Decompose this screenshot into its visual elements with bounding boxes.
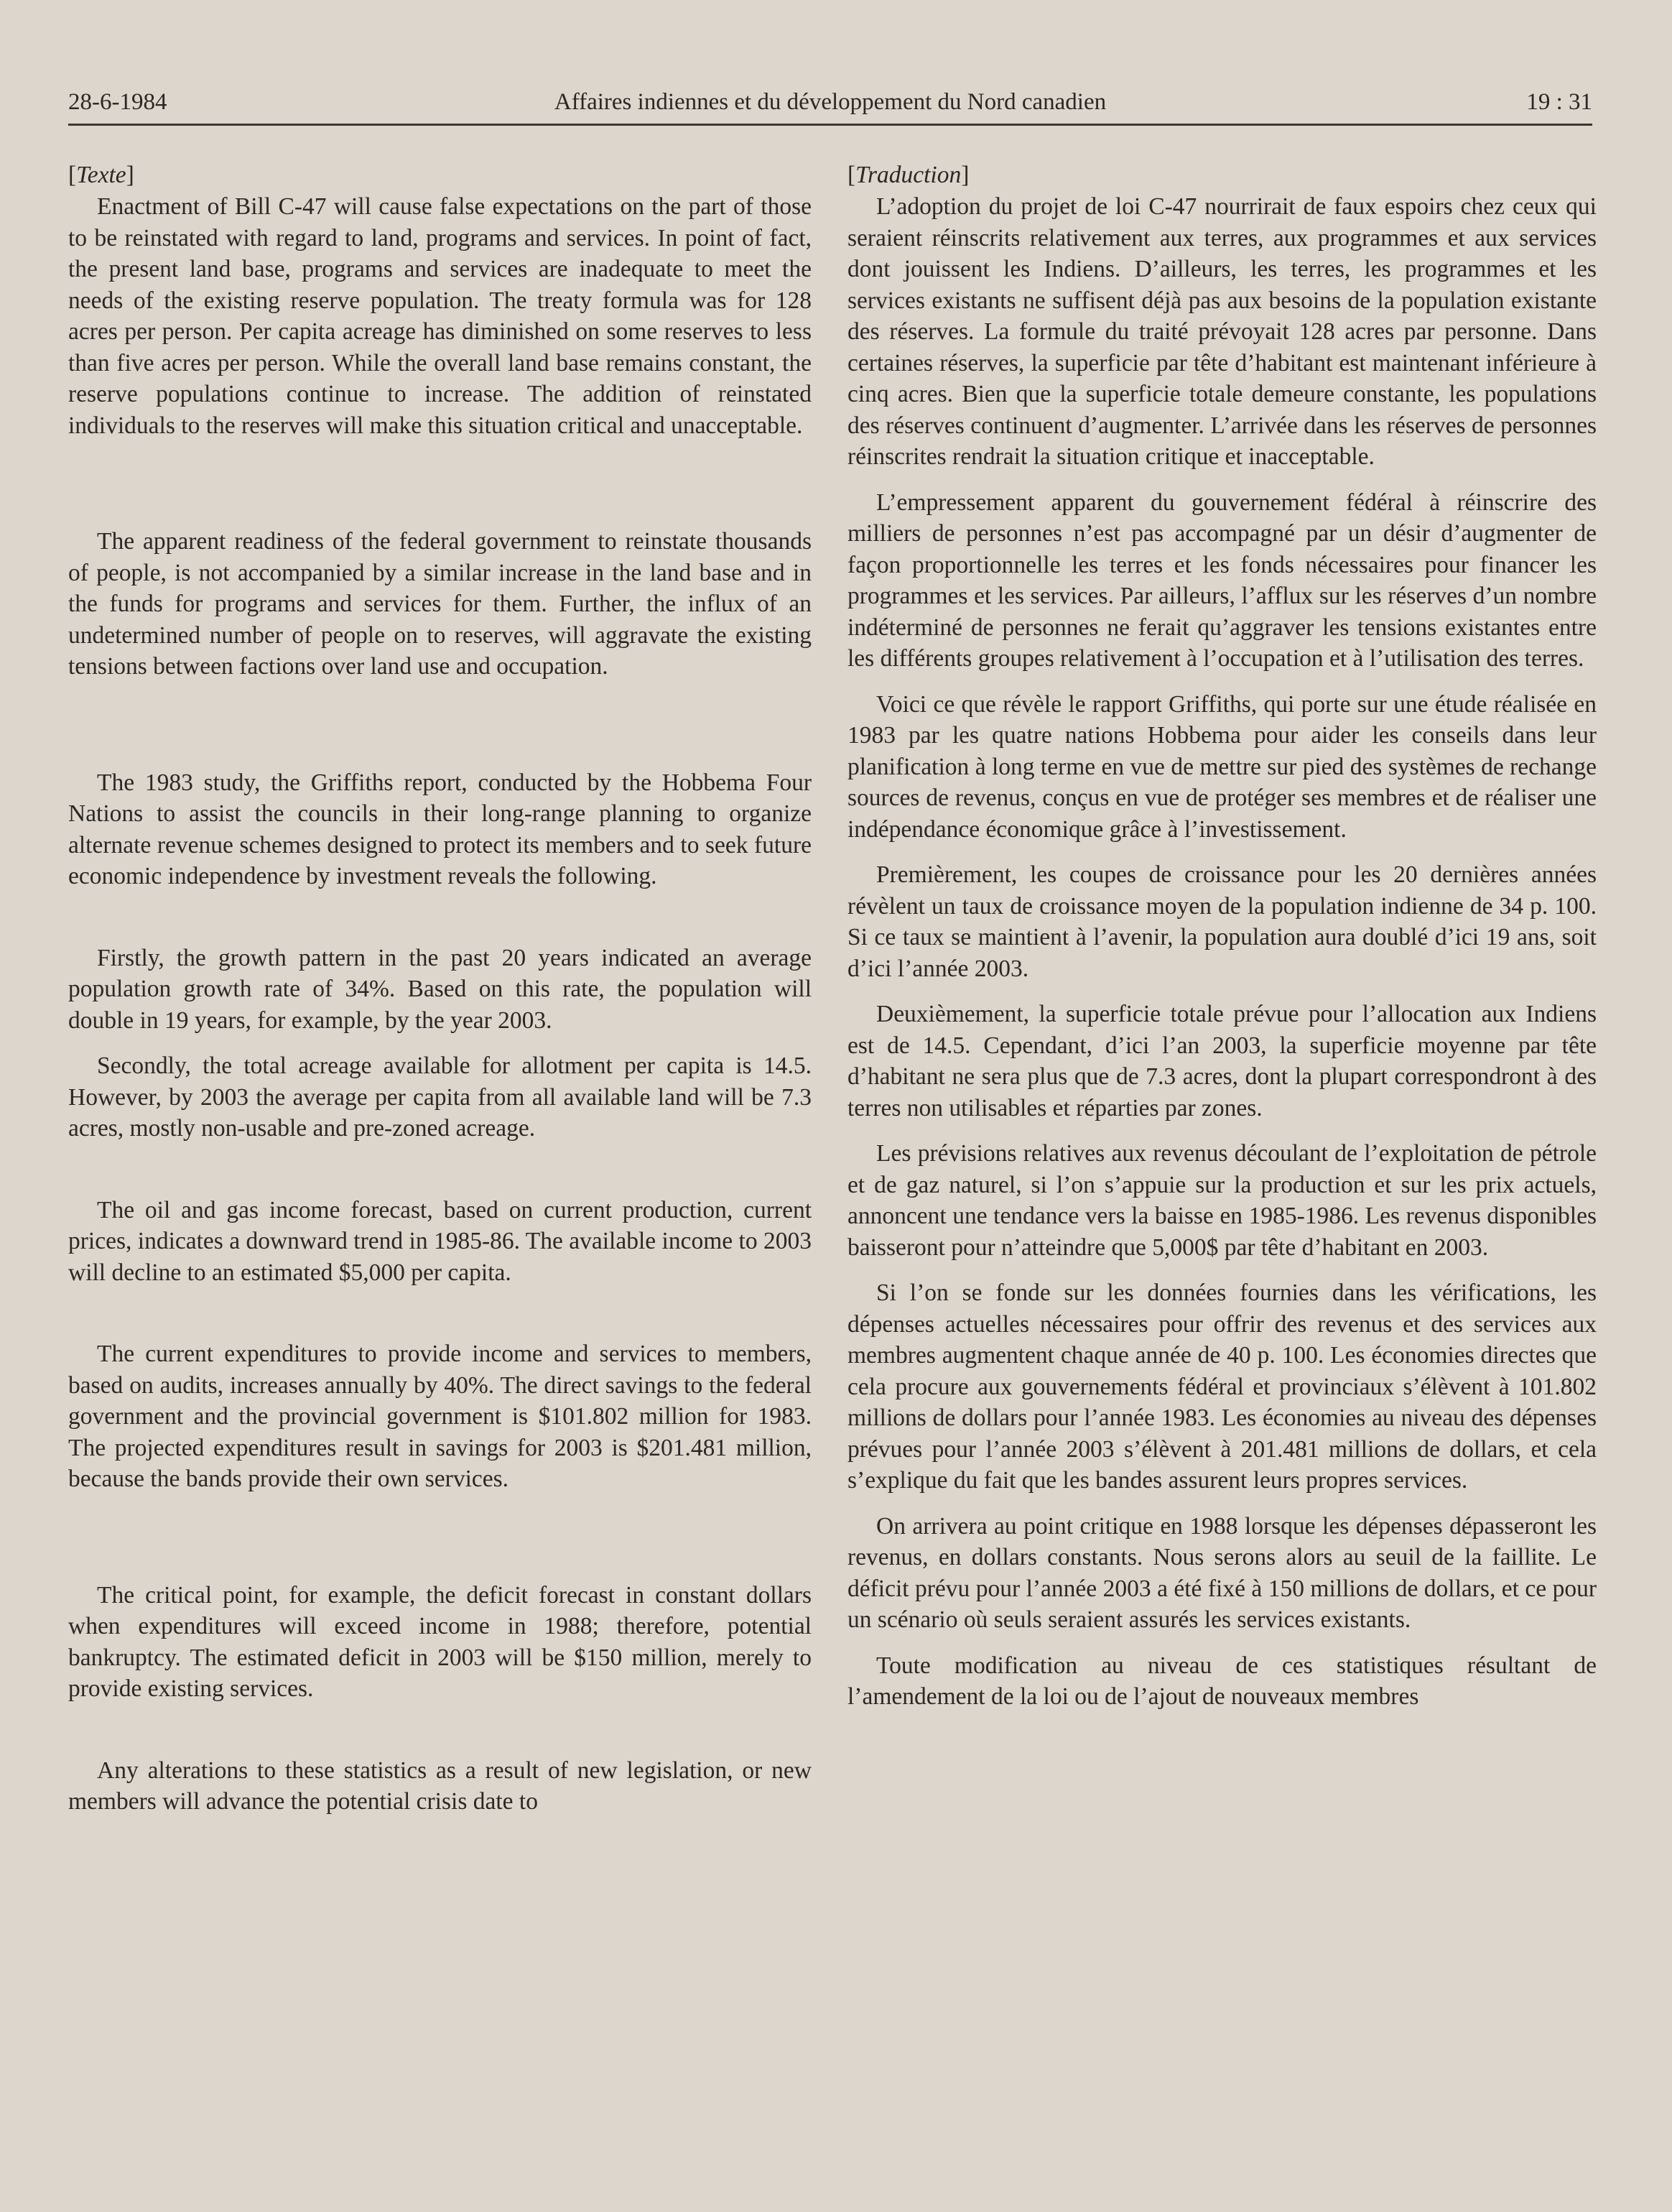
french-paragraph: On arrivera au point critique en 1988 lorsque les dépenses dépasseront les revenus, en dollars constants. Nous serons alors au seuil de la faillite. Le déficit prévu pour l’année 2003 a été fixé à 150 millions de dollars, et ce pour un scénario où seuls seraient assurés les services existants. xyxy=(847,1512,1597,1633)
french-column xyxy=(847,159,1597,1713)
french-paragraph: L’empressement apparent du gouvernement fédéral à réinscrire des milliers de personnes n’est pas accompagné par un désir d’augmenter de façon proportionnelle les terres et les fonds nécessaires pour financer les programmes et les services. Par ailleurs, l’afflux sur les réserves d’un nombre indéterminé de personnes ne ferait qu’aggraver les tensions existantes entre les différents groupes relativement à l’occupation et à l’utilisation des terres. xyxy=(847,489,1597,672)
header-page-number: 19 : 31 xyxy=(1526,89,1592,115)
english-section-label: [Texte] xyxy=(68,162,134,188)
english-paragraph: The oil and gas income forecast, based on current production, current prices, indicates a downward trend in 1985-86. The available income to 2003 will decline to an estimated $5,000 per capita. xyxy=(68,1196,812,1286)
french-paragraph: Voici ce que révèle le rapport Griffiths, qui porte sur une étude réalisée en 1983 par les quatre nations Hobbema pour aider les conseils dans leur planification à long terme en vue de mettre sur pied des systèmes de rechange sources de revenus, conçus en vue de protéger ses membres et de réaliser une indépendance économique grâce à l’investissement. xyxy=(847,690,1597,843)
french-paragraph: Toute modification au niveau de ces statistiques résultant de l’amendement de la loi ou de l’ajout de nouveaux membres xyxy=(847,1652,1597,1710)
header-title: Affaires indiennes et du développement du Nord canadien xyxy=(554,89,1107,115)
english-paragraph: The current expenditures to provide income and services to members, based on audits, increases annually by 40%. The direct savings to the federal government and the provincial government is $101.802 million for 1983. The projected expenditures result in savings for 2003 is $201.481 million, because the bands provide their own services. xyxy=(68,1341,812,1492)
french-paragraph: Premièrement, les coupes de croissance pour les 20 dernières années révèlent un taux de croissance moyen de la population indienne de 34 p. 100. Si ce taux se maintient à l’avenir, la population aura doublé d’ici 19 ans, soit d’ici l’année 2003. xyxy=(847,861,1597,982)
english-column xyxy=(68,159,812,1818)
english-paragraph: The apparent readiness of the federal government to reinstate thousands of people, is not accompanied by a similar increase in the land base and in the funds for programs and services for them. Further, the influx of an undetermined number of people on to reserves, will aggravate the existing tensions between factions over land use and occupation. xyxy=(68,528,812,680)
french-paragraph: Les prévisions relatives aux revenus découlant de l’exploitation de pétrole et de gaz naturel, si l’on s’appuie sur la production et sur les prix actuels, annoncent une tendance vers la baisse en 1985-1986. Les revenus disponibles baisseront pour n’atteindre que 5,000$ par tête d’habitant en 2003. xyxy=(847,1140,1597,1261)
french-section-label: [Traduction] xyxy=(847,162,970,188)
english-paragraph: The critical point, for example, the deficit forecast in constant dollars when expenditures will exceed income in 1988; therefore, potential bankruptcy. The estimated deficit in 2003 will be $150 million, merely to provide existing services. xyxy=(68,1581,812,1702)
english-paragraph: Any alterations to these statistics as a result of new legislation, or new members will advance the potential crisis date to xyxy=(68,1757,812,1815)
english-paragraph: The 1983 study, the Griffiths report, conducted by the Hobbema Four Nations to assist the councils in their long-range planning to organize alternate revenue schemes designed to protect its members and to seek future economic independence by investment reveals the following. xyxy=(68,769,812,889)
english-paragraph: Secondly, the total acreage available for allotment per capita is 14.5. However, by 2003 the average per capita from all available land will be 7.3 acres, mostly non-usable and pre-zoned acreage. xyxy=(68,1052,812,1142)
english-paragraph: Firstly, the growth pattern in the past 20 years indicated an average population growth rate of 34%. Based on this rate, the population will double in 19 years, for example, by the year 2003. xyxy=(68,944,812,1034)
header-date: 28-6-1984 xyxy=(68,89,167,115)
french-paragraph: Si l’on se fonde sur les données fournies dans les vérifications, les dépenses actuelles nécessaires pour offrir des revenus et des services aux membres augmentent chaque année de 40 p. 100. Les économies directes que cela procure aux gouvernements fédéral et provinciaux s’élèvent à 101.802 millions de dollars pour l’année 1983. Les économies au niveau des dépenses prévues pour l’année 2003 s’élèvent à 201.481 millions de dollars, et cela s’explique du fait que les bandes assurent leurs propres services. xyxy=(847,1279,1597,1494)
french-paragraph: Deuxièmement, la superficie totale prévue pour l’allocation aux Indiens est de 14.5. Cependant, d’ici l’an 2003, la superficie moyenne par tête d’habitant ne sera plus que de 7.3 acres, dont la plupart correspondront à des terres non utilisables et réparties par zones. xyxy=(847,1001,1597,1121)
english-paragraph: Enactment of Bill C-47 will cause false expectations on the part of those to be reinstated with regard to land, programs and services. In point of fact, the present land base, programs and services are inadequate to meet the needs of the existing reserve population. The treaty formula was for 128 acres per person. Per capita acreage has diminished on some reserves to less than five acres per person. While the overall land base remains constant, the reserve populations continue to increase. The addition of reinstated individuals to the reserves will make this situation critical and unacceptable. xyxy=(68,193,812,439)
page-header xyxy=(68,80,1592,126)
french-paragraph: L’adoption du projet de loi C-47 nourrirait de faux espoirs chez ceux qui seraient réinscrits relativement aux terres, aux programmes et aux services dont jouissent les Indiens. D’ailleurs, les terres, les programmes et les services existants ne suffisent déjà pas aux besoins de la population existante des réserves. La formule du traité prévoyait 128 acres par personne. Dans certaines réserves, la superficie par tête d’habitant est maintenant inférieure à cinq acres. Bien que la superficie totale demeure constante, les populations des réserves continuent d’augmenter. L’arrivée dans les réserves de personnes réinscrites rendrait la situation critique et inacceptable. xyxy=(847,193,1597,470)
